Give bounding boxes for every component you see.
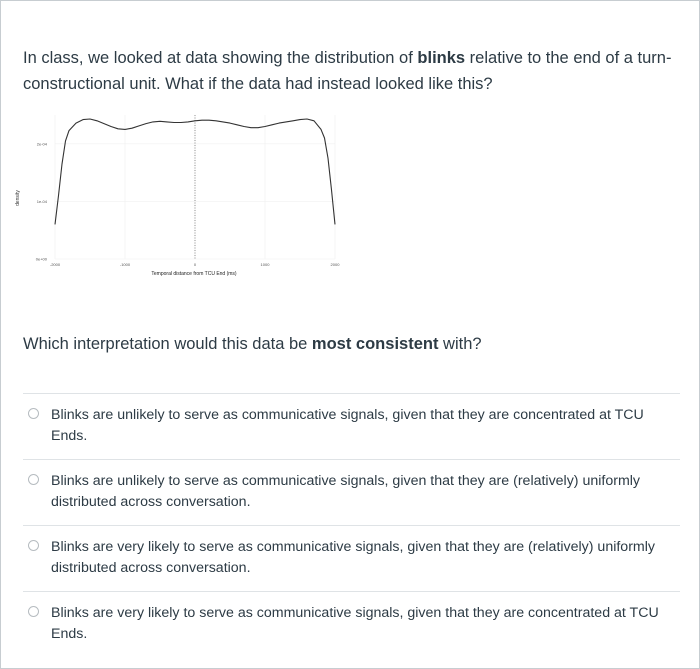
answer-label-4: Blinks are very likely to serve as communicative signals, given that they are concentrated at TCU Ends. [51,605,659,642]
chart-y-axis-label: density [15,190,21,206]
answer-label-3: Blinks are very likely to serve as communicative signals, given that they are (relatively) uniformly distributed across conversation. [51,539,655,576]
answer-list [23,393,680,657]
subprompt-text-end: with? [438,335,482,353]
x-tick-label-3: 1000 [260,262,270,267]
x-tick-label-2: 0 [193,262,197,267]
chart-axes [15,141,340,277]
y-tick-label-1: 1e-04 [36,198,47,204]
question-intro-text: In class, we looked at data showing the distribution of [23,49,418,67]
x-tick-label-4: 2000 [330,262,340,267]
question-intro-text-end: relative to the end of a turn-constructional unit. What if the data had instead looked like this? [23,49,672,93]
radio-button-2[interactable] [28,474,39,485]
density-chart-svg [7,101,347,281]
x-tick-label-0: -2000 [49,262,61,267]
question-subprompt [23,331,673,357]
chart-gridlines [55,115,335,259]
subprompt-bold: most consistent [311,335,439,353]
y-tick-label-0: 0e+00 [35,256,47,262]
radio-button-1[interactable] [28,408,39,419]
y-tick-label-2: 2e-04 [36,141,47,147]
answer-option-2[interactable] [23,459,680,525]
subprompt-text: Which interpretation would this data be [23,335,312,353]
answer-label-1: Blinks are unlikely to serve as communicative signals, given that they are concentrated at TCU Ends. [51,407,644,444]
question-intro-bold: blinks [417,49,466,67]
radio-button-3[interactable] [28,540,39,551]
answer-option-4[interactable] [23,591,680,657]
chart-x-axis-label: Temporal distance from TCU End (ms) [151,271,237,277]
answer-option-1[interactable] [23,393,680,459]
density-chart [7,101,347,281]
question-prompt [23,45,673,97]
x-tick-label-1: -1000 [119,262,131,267]
radio-button-4[interactable] [28,606,39,617]
answer-option-3[interactable] [23,525,680,591]
answer-label-2: Blinks are unlikely to serve as communicative signals, given that they are (relatively) uniformly distributed across conversation. [51,473,641,510]
